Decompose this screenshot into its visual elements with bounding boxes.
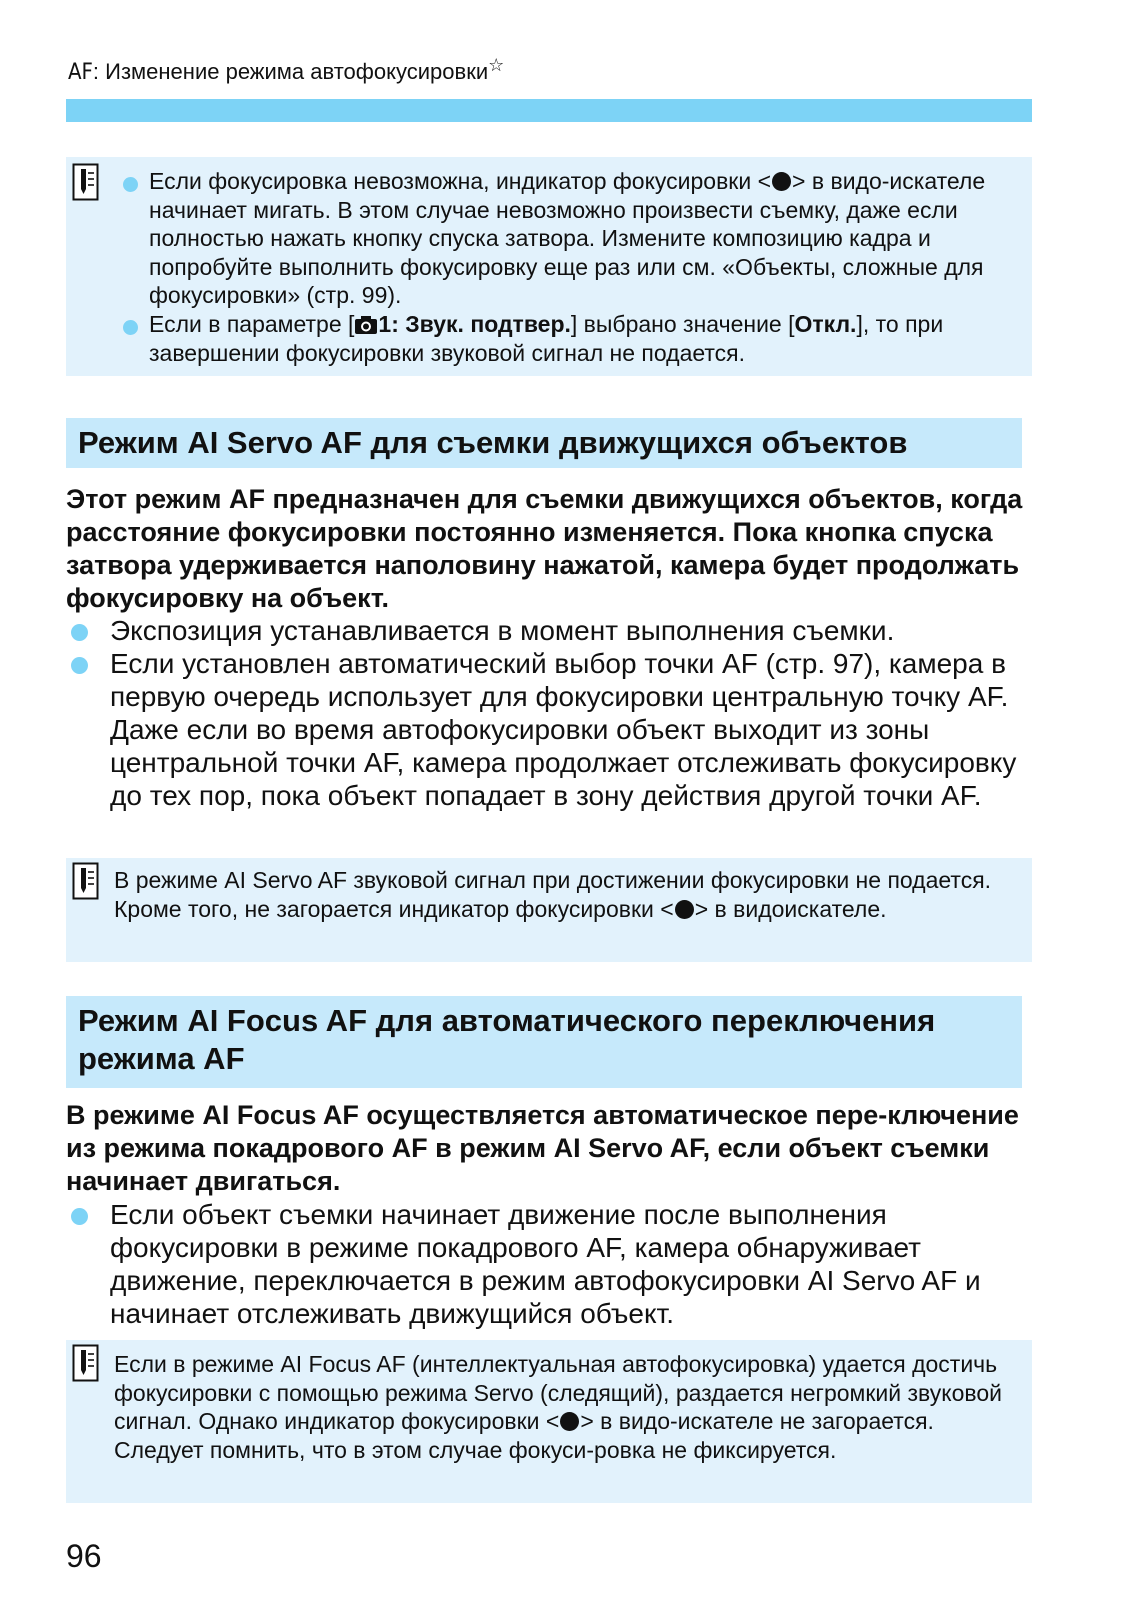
focus-indicator-dot-icon bbox=[560, 1412, 579, 1431]
running-header bbox=[68, 55, 505, 87]
note-box-1 bbox=[66, 157, 1032, 376]
list-item: Экспозиция устанавливается в момент выполнения съемки. bbox=[66, 614, 1046, 647]
section-title-ai-focus: Режим AI Focus AF для автоматического переключения режима AF bbox=[66, 996, 1022, 1088]
advanced-star-icon: ☆ bbox=[488, 55, 505, 75]
note-1-item-2: Если в параметре [ 1: Звук. подтвер.] выбрано значение [Откл.], то при завершении фокусировки звуковой сигнал не подается. bbox=[79, 310, 1014, 367]
focus-indicator-dot-icon bbox=[772, 172, 791, 191]
bullet-icon bbox=[71, 1208, 88, 1225]
camera-icon bbox=[354, 315, 378, 335]
note-1-item-1: Если фокусировка невозможна, индикатор фокусировки < > в видо-искателе начинает мигать. В этом случае невозможно произвести съемку, даже если полностью нажать кнопку спуска затвора. Измените композицию кадра и попробуйте выполнить фокусировку еще раз или см. «Объекты, сложные для фокусировки» (стр. 99). bbox=[79, 167, 1014, 310]
header-accent-bar bbox=[66, 99, 1032, 122]
note-box-3 bbox=[66, 1340, 1032, 1503]
bullet-icon bbox=[123, 320, 138, 335]
value-label: Откл. bbox=[794, 310, 857, 337]
section-title-ai-servo: Режим AI Servo AF для съемки движущихся объектов bbox=[66, 418, 1022, 468]
list-item: Если объект съемки начинает движение после выполнения фокусировки в режиме покадрового AF, камера обнаруживает движение, переключается в режим автофокусировки AI Servo AF и начинает отслеживать движущийся объект. bbox=[66, 1198, 1046, 1330]
note-1-text bbox=[149, 167, 1014, 367]
bullet-icon bbox=[123, 177, 138, 192]
focus-indicator-dot-icon bbox=[675, 900, 694, 919]
note-pencil-icon bbox=[72, 1344, 102, 1384]
running-header-title: : Изменение режима автофокусировки bbox=[92, 59, 489, 84]
page-number: 96 bbox=[66, 1538, 102, 1574]
bullet-icon bbox=[71, 657, 88, 674]
note-2-text: В режиме AI Servo AF звуковой сигнал при достижении фокусировки не подается. Кроме того, не загорается индикатор фокусировки < > в видоискателе. bbox=[114, 867, 992, 922]
bullet-icon bbox=[71, 624, 88, 641]
list-item: Если установлен автоматический выбор точки AF (стр. 97), камера в первую очередь использует для фокусировки центральную точку AF. Даже если во время автофокусировки объект выходит из зоны центральной точки AF, камера продолжает отслеживать фокусировку до тех пор, пока объект попадает в зону действия другой точки AF. bbox=[66, 647, 1046, 812]
af-mark: AF bbox=[68, 60, 93, 85]
section-1-bullets bbox=[66, 614, 1046, 812]
section-2-intro: В режиме AI Focus AF осуществляется автоматическое пере-ключение из режима покадрового AF в режим AI Servo AF, если объект съемки начинает двигаться. bbox=[66, 1100, 1019, 1196]
menu-label: 1: Звук. подтвер. bbox=[378, 310, 571, 337]
note-pencil-icon bbox=[72, 862, 102, 902]
note-box-2 bbox=[66, 858, 1032, 962]
section-1-intro: Этот режим AF предназначен для съемки движущихся объектов, когда расстояние фокусировки постоянно изменяется. Пока кнопка спуска затвора удерживается наполовину нажатой, камера будет продолжать фокусировку на объект. bbox=[66, 484, 1023, 613]
note-3-text: Если в режиме AI Focus AF (интеллектуальная автофокусировка) удается достичь фокусировки с помощью режима Servo (следящий), раздается негромкий звуковой сигнал. Однако индикатор фокусировки < > в видо-искателе не загорается. Следует помнить, что в этом случае фокуси-ровка не фиксируется. bbox=[114, 1351, 1002, 1463]
section-2-bullets bbox=[66, 1198, 1046, 1330]
